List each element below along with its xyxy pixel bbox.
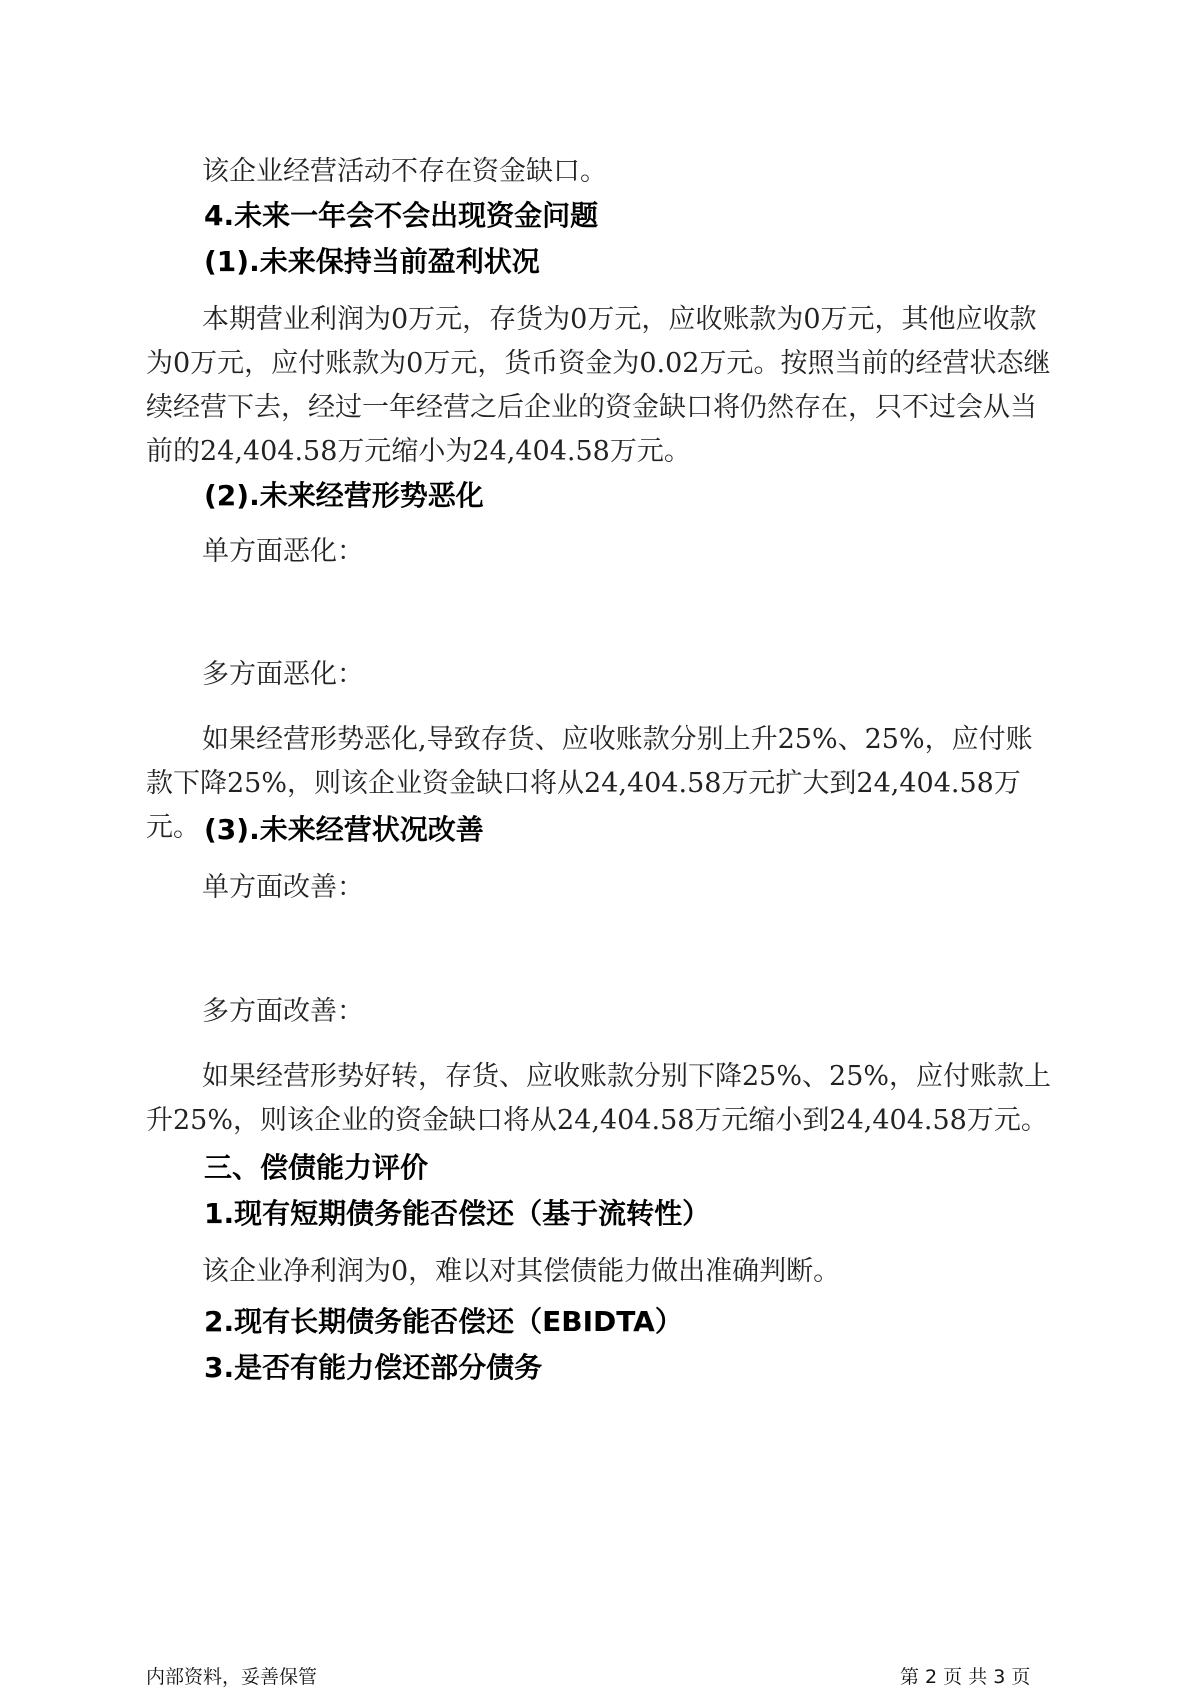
footer-confidential-note: 内部资料，妥善保管	[146, 1666, 318, 1688]
paragraph-multi-improving: 多方面改善：	[202, 996, 364, 1027]
heading-solvency-evaluation: 三、偿债能力评价	[204, 1151, 429, 1184]
paragraph-worsening-analysis: 如果经营形势恶化,导致存货、应收账款分别上升25%、25%，应付账款下降25%，则该企业资金缺口将从24,404.58万元扩大到24,404.58万元。	[146, 724, 1033, 843]
paragraph-improving-analysis: 如果经营形势好转，存货、应收账款分别下降25%、25%，应付账款上升25%，则该企业的资金缺口将从24,404.58万元缩小到24,404.58万元。	[146, 1061, 1052, 1136]
paragraph-single-worsening: 单方面恶化：	[202, 536, 364, 567]
paragraph-no-funding-gap: 该企业经营活动不存在资金缺口。	[202, 156, 607, 187]
heading-future-year-funding: 4.未来一年会不会出现资金问题	[204, 199, 599, 232]
heading-short-term-debt: 1.现有短期债务能否偿还（基于流转性）	[204, 1197, 711, 1230]
paragraph-net-profit: 该企业净利润为0，难以对其偿债能力做出准确判断。	[202, 1256, 841, 1287]
heading-long-term-debt: 2.现有长期债务能否偿还（EBIDTA）	[204, 1305, 683, 1338]
paragraph-current-profit-analysis: 本期营业利润为0万元，存货为0万元，应收账款为0万元，其他应收款为0万元，应付账款为0万元，货币资金为0.02万元。按照当前的经营状态继续经营下去，经过一年经营之后企业的资金缺口将仍然存在，只不过会从当前的24,404.58万元缩小为24,404.58万元。	[146, 304, 1051, 467]
paragraph-single-improving: 单方面改善：	[202, 872, 364, 903]
footer-page-number: 第 2 页 共 3 页	[900, 1666, 1031, 1688]
heading-partial-repayment: 3.是否有能力偿还部分债务	[204, 1351, 543, 1384]
heading-improving: (3).未来经营状况改善	[204, 813, 484, 846]
heading-worsening: (2).未来经营形势恶化	[204, 479, 484, 512]
paragraph-multi-worsening: 多方面恶化：	[202, 659, 364, 690]
heading-maintain-profit: (1).未来保持当前盈利状况	[204, 245, 540, 278]
